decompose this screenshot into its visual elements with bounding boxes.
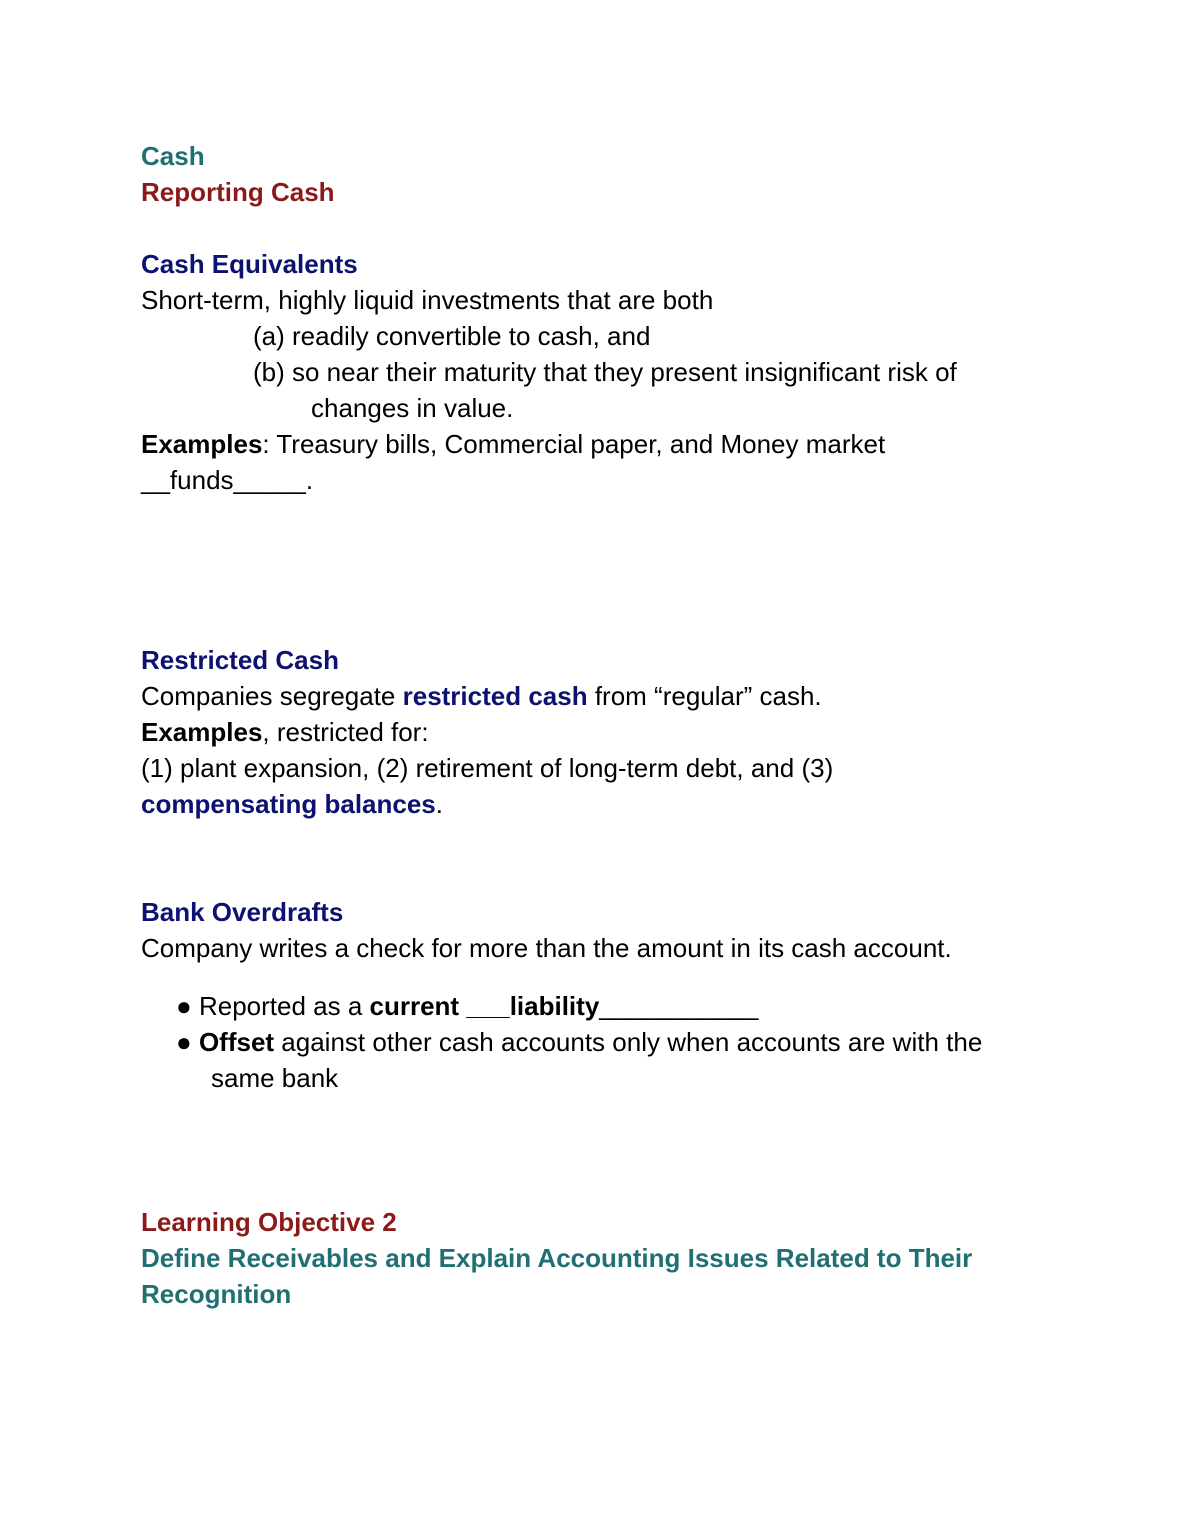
bullet-icon: ● bbox=[176, 991, 192, 1021]
cash-equivalents-point-b-continued: changes in value. bbox=[311, 393, 514, 423]
cash-equivalents-examples-blank: __funds_____. bbox=[141, 465, 314, 495]
restricted-cash-list-continued bbox=[141, 786, 1041, 822]
bullet-icon: ● bbox=[176, 1027, 192, 1057]
section-title: Reporting Cash bbox=[141, 177, 335, 207]
restricted-cash-heading: Restricted Cash bbox=[141, 645, 339, 675]
examples-label: Examples bbox=[141, 429, 263, 459]
page-title: Cash bbox=[141, 141, 205, 171]
bullet2-continued: same bank bbox=[211, 1063, 339, 1093]
learning-objective-title-continued: Recognition bbox=[141, 1279, 292, 1309]
compensating-balances-term: compensating balances bbox=[141, 789, 436, 819]
bullet1-blank: ___________ bbox=[599, 991, 759, 1021]
learning-objective-label: Learning Objective 2 bbox=[141, 1207, 397, 1237]
restricted-cash-list-end: . bbox=[435, 789, 443, 819]
restricted-cash-list: (1) plant expansion, (2) retirement of long-term debt, and (3) bbox=[141, 753, 834, 783]
learning-objective-title: Define Receivables and Explain Accounting Issues Related to Their bbox=[141, 1243, 973, 1273]
restricted-cash-sentence bbox=[141, 678, 1041, 714]
cash-equivalents-point-a: (a) readily convertible to cash, and bbox=[253, 321, 651, 351]
restricted-examples-text: , restricted for: bbox=[262, 717, 429, 747]
cash-equivalents-point-b: (b) so near their maturity that they present insignificant risk of bbox=[253, 357, 957, 387]
restricted-cash-sentence-start: Companies segregate bbox=[141, 681, 403, 711]
list-item bbox=[141, 1024, 1041, 1060]
bullet2-term: Offset bbox=[198, 1027, 275, 1057]
bullet1-text: Reported as a bbox=[198, 991, 370, 1021]
examples-text: : Treasury bills, Commercial paper, and Money market bbox=[262, 429, 886, 459]
restricted-cash-examples bbox=[141, 714, 1041, 750]
cash-equivalents-examples bbox=[141, 426, 1041, 462]
bank-overdrafts-heading: Bank Overdrafts bbox=[141, 897, 344, 927]
document-page bbox=[141, 138, 1041, 1312]
cash-equivalents-heading: Cash Equivalents bbox=[141, 249, 358, 279]
cash-equivalents-definition: Short-term, highly liquid investments that are both bbox=[141, 285, 714, 315]
restricted-cash-term: restricted cash bbox=[402, 681, 588, 711]
restricted-examples-label: Examples bbox=[141, 717, 263, 747]
bullet2-text: against other cash accounts only when accounts are with the bbox=[274, 1027, 983, 1057]
list-item bbox=[141, 988, 1041, 1024]
bank-overdrafts-definition: Company writes a check for more than the amount in its cash account. bbox=[141, 933, 952, 963]
bullet1-term: current ___liability bbox=[369, 991, 600, 1021]
restricted-cash-sentence-end: from “regular” cash. bbox=[587, 681, 822, 711]
